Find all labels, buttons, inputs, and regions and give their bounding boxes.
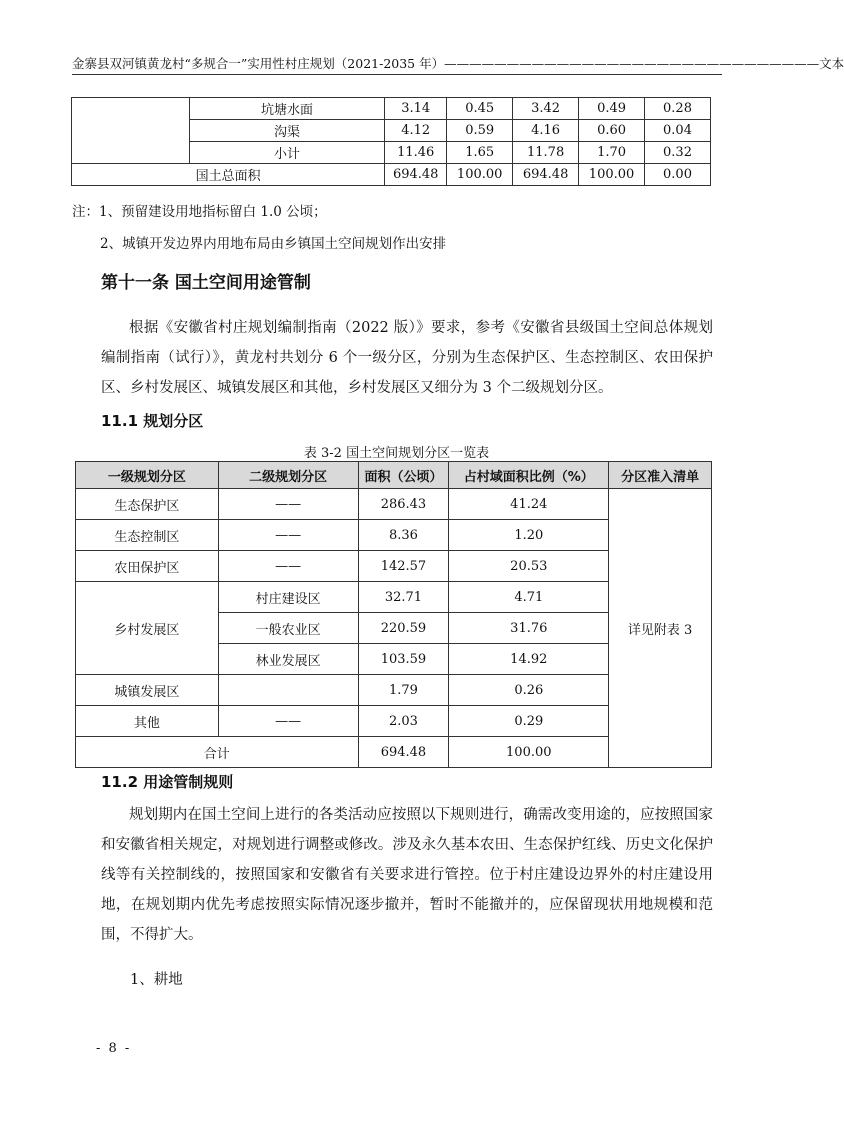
article-title: 第十一条 国土空间用途管制 (101, 273, 311, 293)
table-row: 沟渠 4.12 0.59 4.16 0.60 0.04 (72, 120, 711, 142)
paragraph-use-control: 规划期内在国土空间上进行的各类活动应按照以下规则进行，确需改变用途的，应按照国家和安徽省相关规定，对规划进行调整或修改。涉及永久基本农田、生态保护红线、历史文化保护线等有关控制线的，按照国家和安徽省有关要求进行管控。位于村庄建设边界外的村庄建设用地，在规划期内优先考虑按照实际情况逐步撤并，暂时不能撤并的，应保留现状用地规模和范围，不得扩大。 (101, 807, 713, 943)
table-caption: 表 3-2 国土空间规划分区一览表 (303, 446, 490, 461)
paragraph-intro: 根据《安徽省村庄规划编制指南（2022 版）》要求，参考《安徽省县级国土空间总体规划编制指南（试行）》，黄龙村共划分 6 个一级分区，分别为生态保护区、生态控制区、农田保护区、乡村发展区、城镇发展区和其他，乡村发展区又细分为 3 个二级规划分区。 (101, 320, 713, 396)
table-row: 农田保护区 —— 142.57 20.53 (76, 551, 712, 582)
land-use-table-continued (71, 97, 711, 186)
table-row: 小计 11.46 1.65 11.78 1.70 0.32 (72, 142, 711, 164)
table-row-total: 合计 694.48 100.00 (76, 737, 712, 768)
table-row: 乡村发展区 村庄建设区 32.71 4.71 (76, 582, 712, 613)
page-number: - 8 - (96, 1041, 132, 1056)
table-header-row: 一级规划分区 二级规划分区 面积（公顷） 占村域面积比例（%） 分区准入清单 (76, 462, 712, 489)
zoning-table (75, 461, 712, 768)
table-row: 城镇发展区 1.79 0.26 (76, 675, 712, 706)
table-row: 生态控制区 —— 8.36 1.20 (76, 520, 712, 551)
table-row: 一般农业区 220.59 31.76 (76, 613, 712, 644)
table-row: 坑塘水面 3.14 0.45 3.42 0.49 0.28 (72, 98, 711, 120)
section-title-use-control: 11.2 用途管制规则 (101, 773, 234, 791)
table-row: 生态保护区 —— 286.43 41.24 详见附表 3 (76, 489, 712, 520)
table-row-total: 国土总面积 694.48 100.00 694.48 100.00 0.00 (72, 164, 711, 186)
section-title-zoning: 11.1 规划分区 (101, 412, 204, 430)
header-rule (72, 74, 722, 75)
note-2: 2、城镇开发边界内用地布局由乡镇国土空间规划作出安排 (100, 236, 447, 252)
note-1: 注：1、预留建设用地指标留白 1.0 公顷； (72, 204, 327, 220)
access-list-cell: 详见附表 3 (609, 489, 712, 768)
list-item-farmland: 1、耕地 (130, 972, 183, 988)
page-header: 金寨县双河镇黄龙村“多规合一”实用性村庄规划（2021-2035 年）——————————————————————————————文本 (72, 56, 844, 71)
table-row: 林业发展区 103.59 14.92 (76, 644, 712, 675)
table-row: 其他 —— 2.03 0.29 (76, 706, 712, 737)
